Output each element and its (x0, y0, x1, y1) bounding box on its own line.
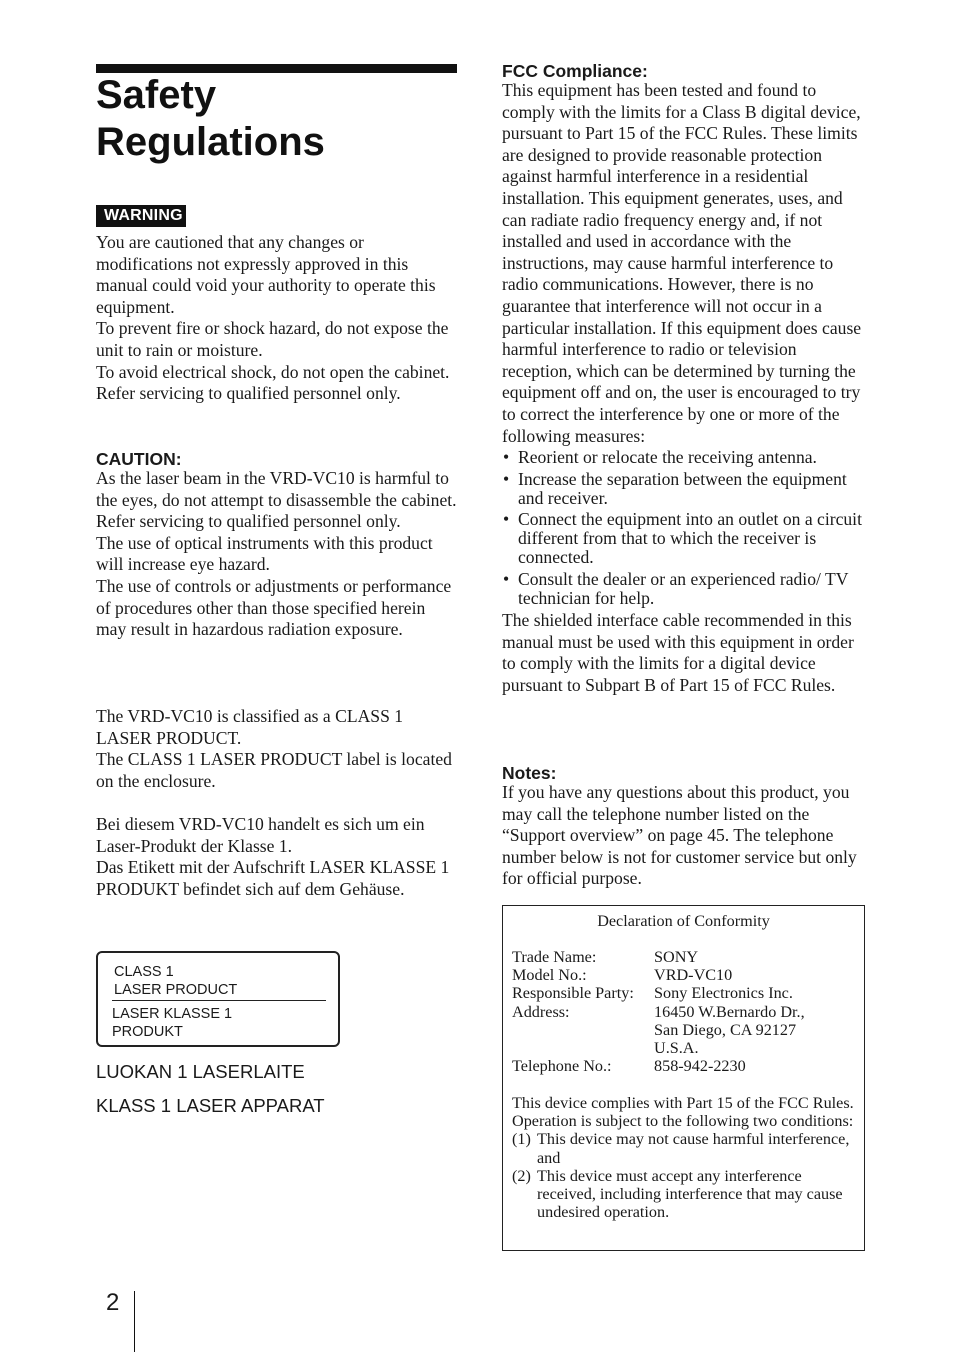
laser-label-german (112, 1005, 232, 1041)
german-paragraph: Bei diesem VRD-VC10 handelt es sich um ein Laser-Produkt der Klasse 1. (96, 814, 425, 856)
laser-label-english (114, 963, 237, 999)
page-title-line-2: Regulations (96, 120, 325, 164)
condition-number: (2) (512, 1166, 531, 1185)
caution-heading: CAUTION: (96, 449, 182, 469)
condition-number: (1) (512, 1130, 531, 1149)
address-line: 16450 W.Bernardo Dr., (654, 1002, 805, 1021)
trade-name-value: SONY (654, 948, 699, 966)
class1-paragraph: The VRD-VC10 is classified as a CLASS 1 LASER PRODUCT. (96, 706, 404, 748)
declaration-details (512, 948, 857, 1075)
finnish-label: LUOKAN 1 LASERLAITE (96, 1061, 305, 1082)
phone-label: Telephone No.: (512, 1057, 612, 1076)
declaration-compliance (512, 1094, 857, 1221)
declaration-row (512, 966, 857, 984)
notes-text: If you have any questions about this product, you may call the telephone number listed on the “Support overview” on page 45. The telephone number below is not for customer service but only for official purpose. (502, 782, 857, 889)
caution-paragraph: The use of controls or adjustments or performance of procedures other than those specified herein may result in hazardous radiation exposure. (96, 575, 452, 640)
warning-paragraph: To avoid electrical shock, do not open the cabinet. Refer servicing to qualified personnel only. (96, 361, 450, 404)
condition-item (512, 1130, 857, 1166)
phone-value: 858-942-2230 (654, 1057, 746, 1076)
warning-badge: WARNING (96, 205, 186, 227)
warning-section (96, 232, 458, 405)
class1-section (96, 706, 458, 792)
laser-label-line: LASER PRODUCT (114, 982, 238, 998)
laser-label-box (96, 951, 340, 1047)
list-item: • Increase the separation between the equipment and receiver. (502, 470, 865, 508)
declaration-box (502, 905, 865, 1251)
page-title (96, 72, 325, 166)
fcc-intro: This equipment has been tested and found to comply with the limits for a Class B digital device, pursuant to Part 15 of the FCC Rules. These limits are designed to provide reasonable protection against harmful interference in a residential installation. This equipment generates, uses, and can radiate radio frequency energy and, if not installed and used in accordance with the instructions, may cause harmful interference to radio communications. However, there is no guarantee that interference will not occur in a particular installation. If this equipment does cause harmful interference to radio or television reception, which can be determined by turning the equipment off and on, the user is encouraged to try to correct the interference by one or more of the following measures: (502, 80, 862, 446)
address-line: U.S.A. (654, 1039, 699, 1058)
page-number: 2 (106, 1289, 120, 1316)
condition-text: This device must accept any interference received, including interference that may cause undesired operation. (537, 1166, 843, 1222)
german-paragraph: Das Etikett mit der Aufschrift LASER KLASSE 1 PRODUKT befindet sich auf dem Gehäuse. (96, 857, 450, 899)
laser-label-divider (112, 1000, 326, 1001)
address-line: San Diego, CA 92127 (654, 1020, 797, 1039)
german-section (96, 814, 458, 900)
compliance-text: This device complies with Part 15 of the FCC Rules. Operation is subject to the following two conditions: (512, 1094, 854, 1131)
declaration-row (512, 1003, 857, 1058)
laser-label-line: PRODUKT (112, 1024, 183, 1040)
fcc-outro: The shielded interface cable recommended in this manual must be used with this equipment in order to comply with the limits for a digital device pursuant to Subpart B of Part 15 of FCC Rules. (502, 610, 854, 695)
warning-paragraph: To prevent fire or shock hazard, do not expose the unit to rain or moisture. (96, 318, 449, 360)
caution-paragraph: As the laser beam in the VRD-VC10 is harmful to the eyes, do not attempt to disassemble the cabinet. Refer servicing to qualified personnel only. (96, 468, 457, 532)
fcc-section (502, 80, 865, 696)
swedish-label: KLASS 1 LASER APPARAT (96, 1095, 325, 1116)
declaration-row (512, 984, 857, 1002)
fcc-heading: FCC Compliance: (502, 61, 648, 81)
model-value: VRD-VC10 (654, 966, 733, 985)
address-label: Address: (512, 1002, 570, 1021)
caution-paragraph: The use of optical instruments with this product will increase eye hazard. (96, 532, 433, 575)
list-item: • Reorient or relocate the receiving antenna. (502, 448, 865, 467)
class1-paragraph: The CLASS 1 LASER PRODUCT label is located on the enclosure. (96, 749, 452, 791)
condition-text: This device may not cause harmful interference, and (537, 1130, 850, 1167)
page-title-line-1: Safety (96, 73, 217, 117)
fcc-measures-list (502, 448, 865, 608)
caution-section (96, 468, 458, 641)
notes-section (502, 782, 865, 890)
party-value: Sony Electronics Inc. (654, 984, 793, 1003)
declaration-title: Declaration of Conformity (597, 912, 770, 930)
list-item: • Connect the equipment into an outlet on a circuit different from that to which the receiver is connected. (502, 510, 865, 567)
declaration-row (512, 1057, 857, 1075)
party-label: Responsible Party: (512, 984, 634, 1003)
condition-item (512, 1167, 857, 1222)
declaration-row (512, 948, 857, 966)
notes-heading: Notes: (502, 763, 557, 783)
page-number-rule (134, 1291, 135, 1352)
warning-paragraph: You are cautioned that any changes or modifications not expressly approved in this manual could void your authority to operate this equipment. (96, 232, 436, 317)
trade-name-label: Trade Name: (512, 948, 597, 966)
laser-label-line: LASER KLASSE 1 (112, 1006, 233, 1022)
list-item: • Consult the dealer or an experienced radio/ TV technician for help. (502, 570, 865, 608)
address-value (654, 1003, 805, 1058)
laser-label-line: CLASS 1 (114, 964, 174, 980)
model-label: Model No.: (512, 966, 587, 985)
